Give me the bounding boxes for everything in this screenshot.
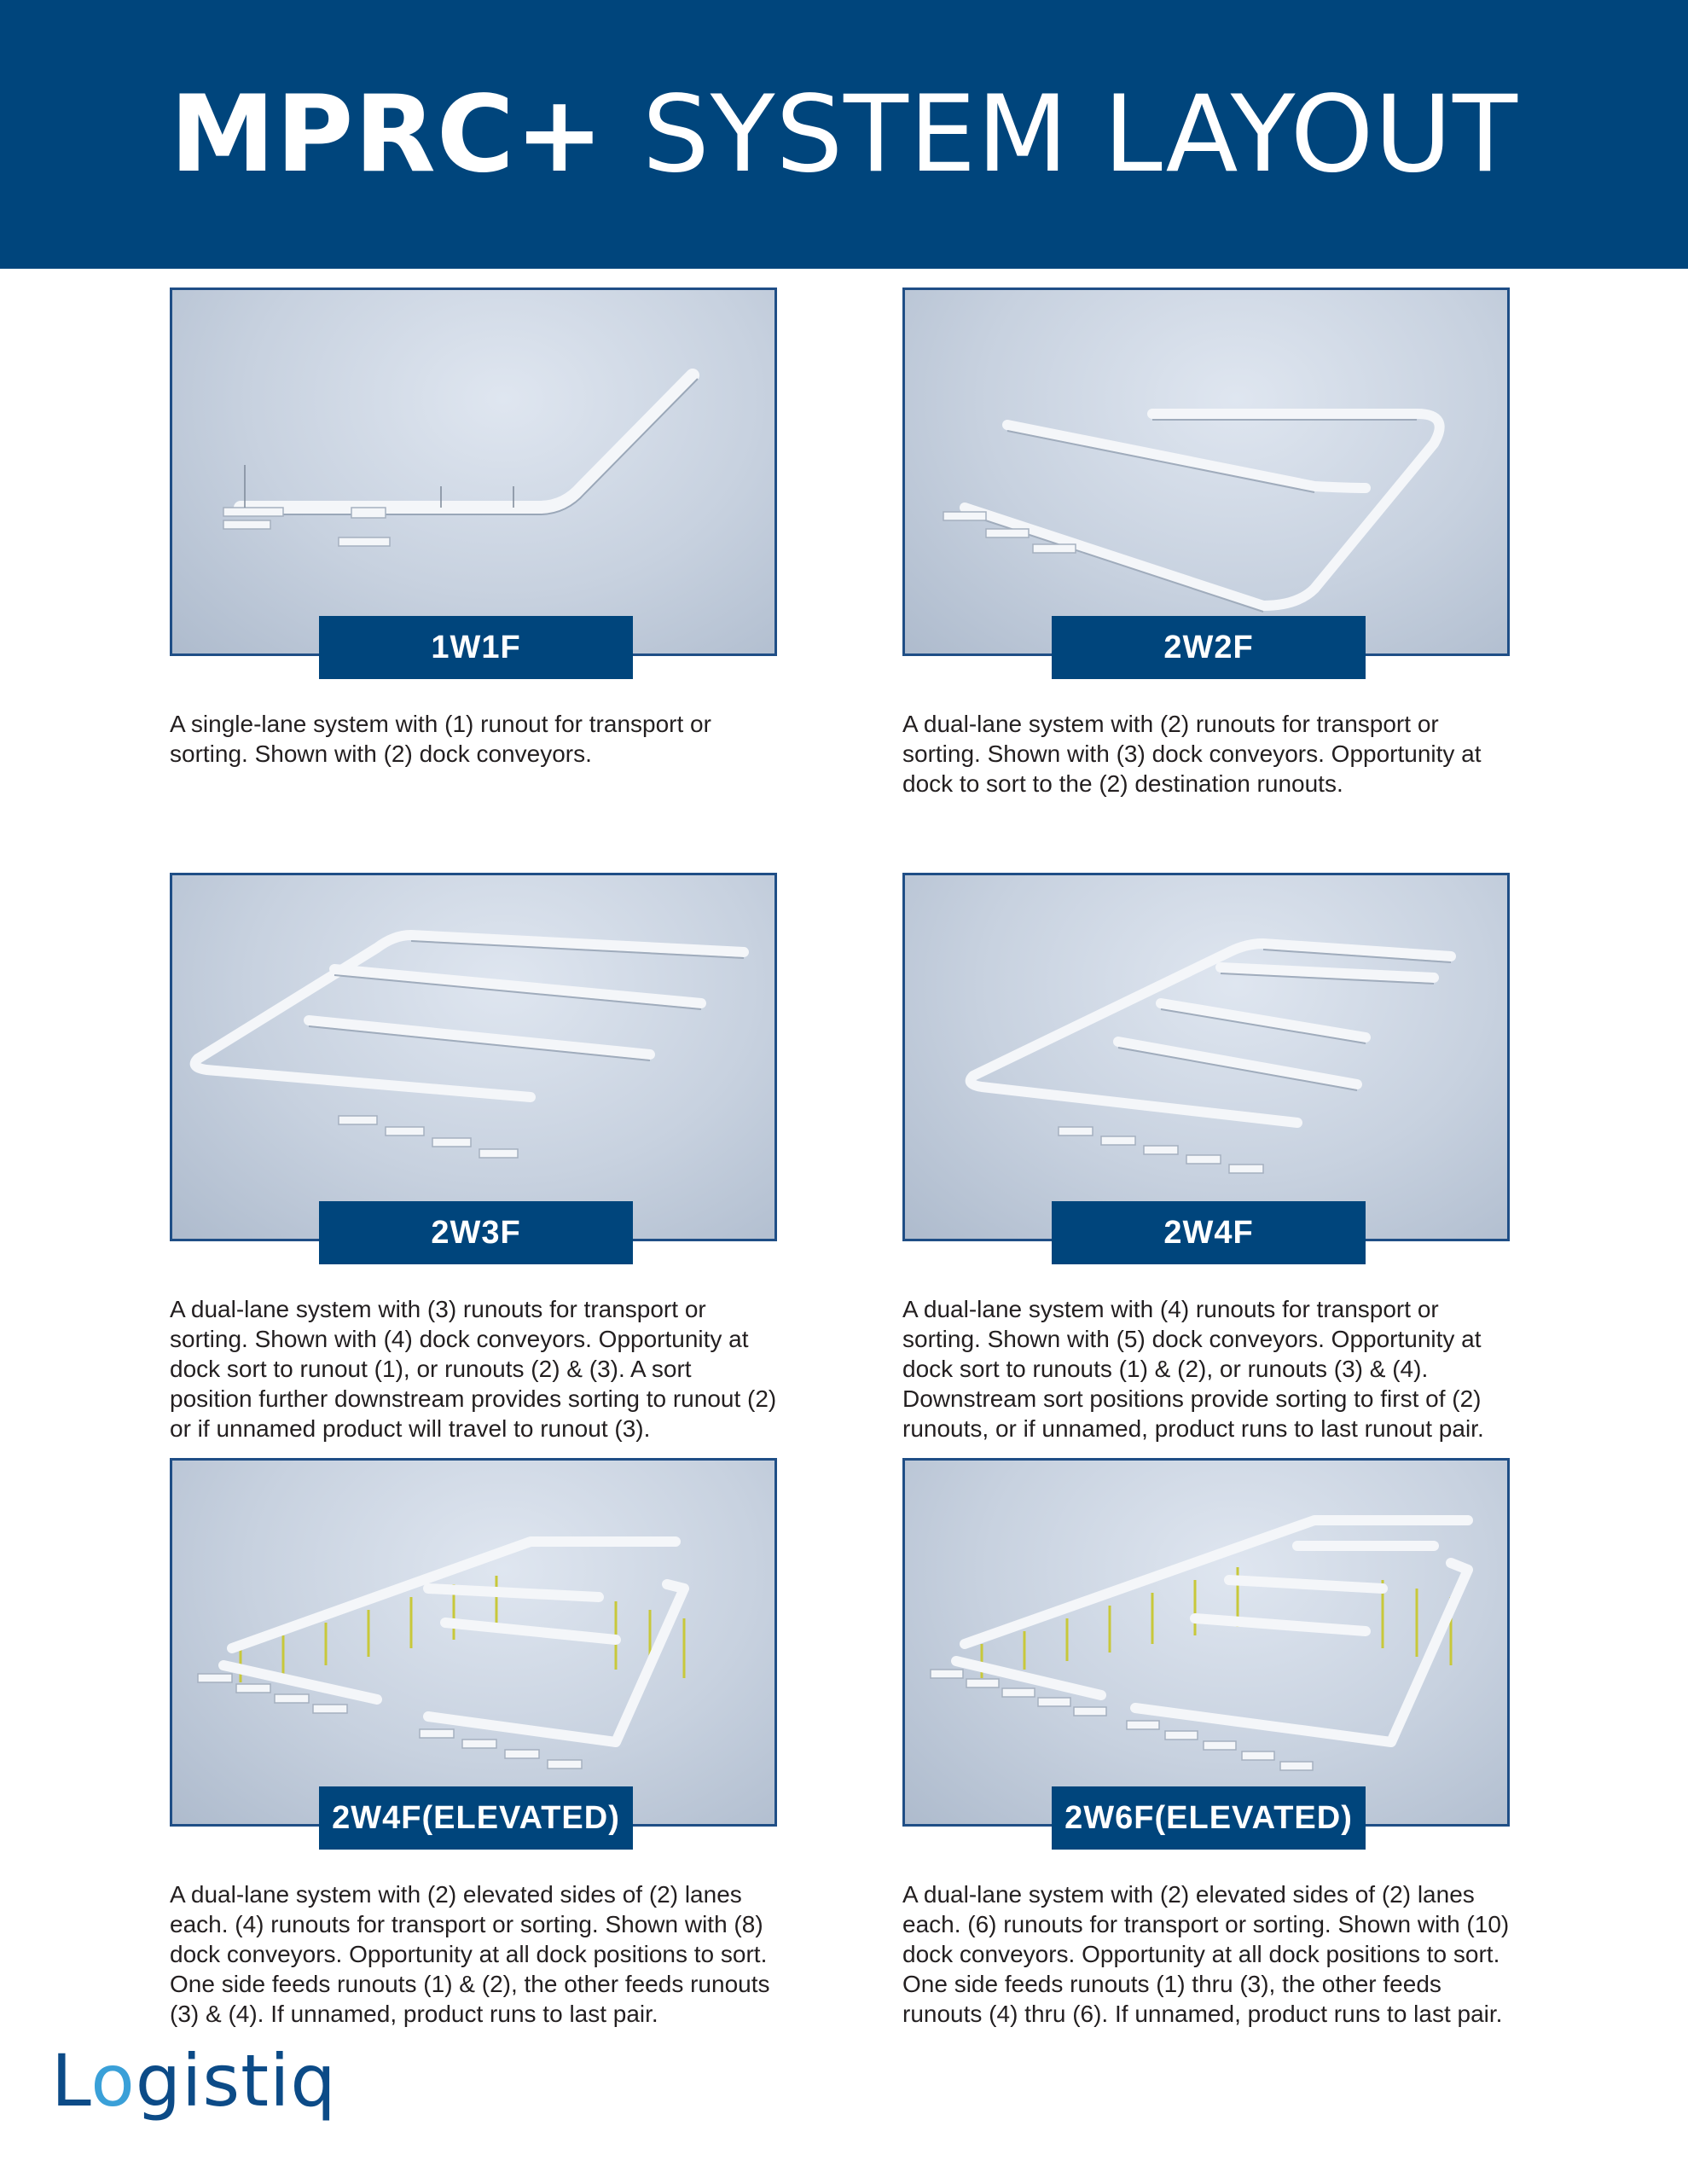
system-card-2w3f [170, 873, 777, 1443]
system-label-badge: 2W6F(ELEVATED) [1052, 1786, 1366, 1850]
conveyor-illustration [172, 290, 774, 653]
page-header [0, 0, 1688, 269]
page-title: MPRC+ SYSTEM LAYOUT [170, 73, 1518, 196]
system-description: A dual-lane system with (3) runouts for transport or sorting. Shown with (4) dock conveyors. Opportunity at dock sort to runout (1), or runouts (2) & (3). A sort position further downstream provides sorting to runout (2) or if unnamed product will travel to runout (3). [170, 1296, 777, 1442]
conveyor-illustration [905, 1461, 1507, 1824]
logistiq-logo: Logistiq [51, 2039, 337, 2123]
system-card-2w4f [902, 873, 1510, 1443]
system-render-2w4f-elevated [170, 1458, 777, 1836]
system-label-badge: 2W4F [1052, 1201, 1366, 1264]
system-card-1w1f [170, 288, 777, 769]
system-render-2w2f [902, 288, 1510, 665]
system-render-2w6f-elevated [902, 1458, 1510, 1836]
system-card-2w2f [902, 288, 1510, 799]
conveyor-illustration [905, 290, 1507, 653]
conveyor-illustration [905, 875, 1507, 1239]
system-label-badge: 2W3F [319, 1201, 633, 1264]
logo-o-swirl-icon: o [90, 2039, 136, 2123]
conveyor-illustration [172, 1461, 774, 1824]
system-card-2w4f-elevated [170, 1458, 777, 2029]
system-render-2w3f [170, 873, 777, 1251]
system-card-2w6f-elevated [902, 1458, 1510, 2029]
system-description: A dual-lane system with (4) runouts for transport or sorting. Shown with (5) dock conveyors. Opportunity at dock sort to runouts (1) & (2), or runouts (3) & (4). Downstream sort positions provide sorting to first of (2) runouts, or if unnamed, product runs to last runout pair. [902, 1296, 1484, 1442]
system-description: A dual-lane system with (2) runouts for transport or sorting. Shown with (3) dock conveyors. Opportunity at dock to sort to the (2) destination runouts. [902, 711, 1482, 797]
system-render-1w1f [170, 288, 777, 665]
system-render-2w4f [902, 873, 1510, 1251]
system-label-badge: 2W4F(ELEVATED) [319, 1786, 633, 1850]
system-label-badge: 1W1F [319, 616, 633, 679]
system-description: A dual-lane system with (2) elevated sides of (2) lanes each. (4) runouts for transport or sorting. Shown with (8) dock conveyors. Opportunity at all dock positions to sort. One side feeds runouts (1) & (2), the other feeds runouts (3) & (4). If unnamed, product runs to last pair. [170, 1881, 770, 2027]
conveyor-illustration [172, 875, 774, 1239]
system-label-badge: 2W2F [1052, 616, 1366, 679]
system-description: A single-lane system with (1) runout for transport or sorting. Shown with (2) dock conveyors. [170, 711, 711, 767]
system-description: A dual-lane system with (2) elevated sides of (2) lanes each. (6) runouts for transport or sorting. Shown with (10) dock conveyors. Opportunity at all dock positions to sort. One side feeds runouts (1) thru (3), the other feeds runouts (4) thru (6). If unnamed, product runs to last pair. [902, 1881, 1510, 2027]
